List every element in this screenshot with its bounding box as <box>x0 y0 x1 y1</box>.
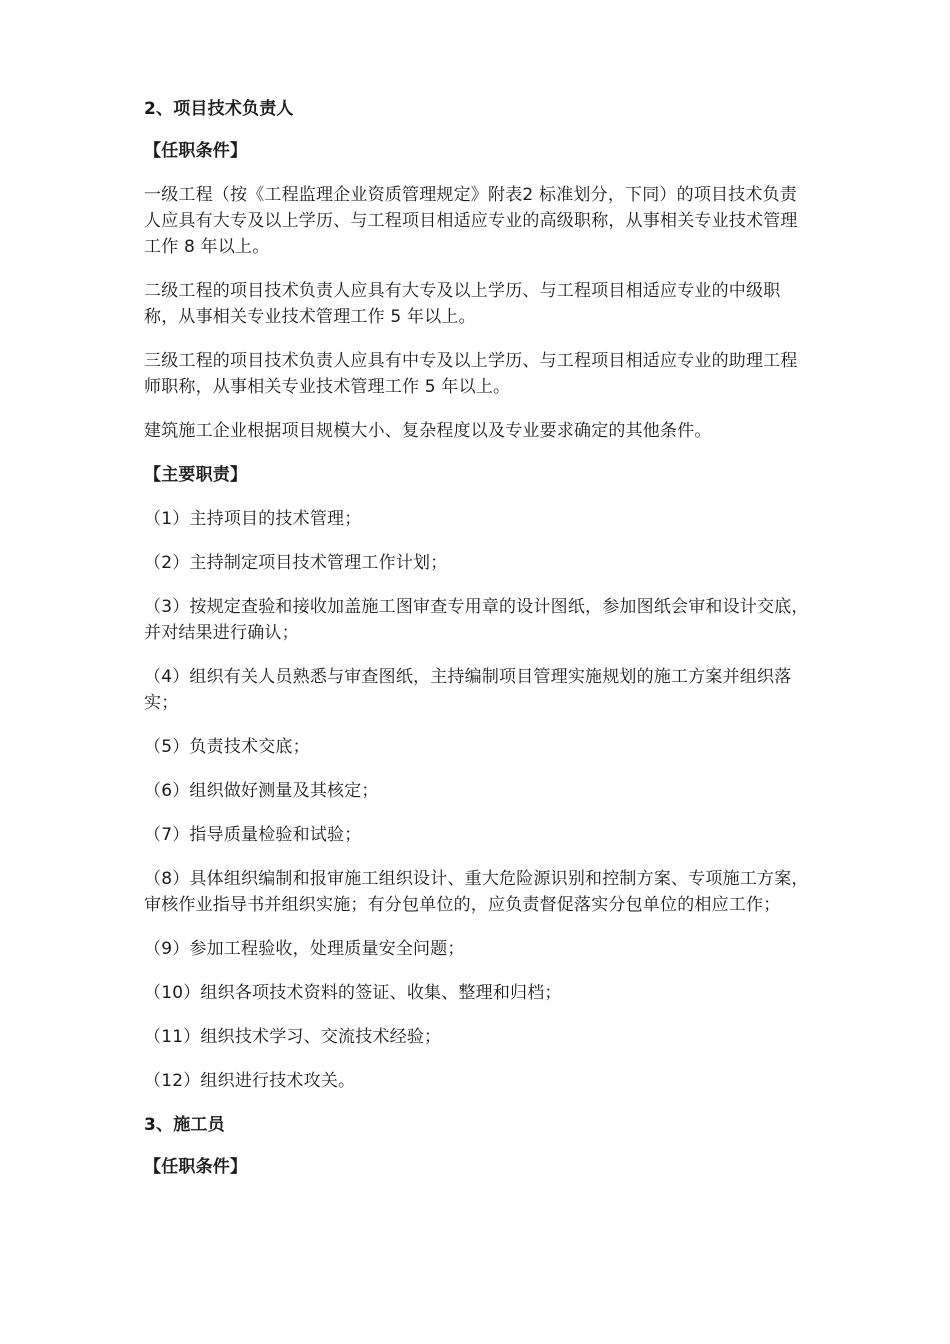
section-heading-construction-worker: 3、施工员 <box>144 1115 225 1135</box>
duty-item: （11）组织技术学习、交流技术经验； <box>144 1027 442 1047</box>
document-page <box>144 96 810 1198</box>
duty-item: （7）指导质量检验和试验； <box>144 825 362 845</box>
qualification-paragraph: 一级工程（按《工程监理企业资质管理规定》附表2 标准划分，下同）的项目技术负责人应具有大专及以上学历、与工程项目相适应专业的高级职称，从事相关专业技术管理工作 8 年以上。 <box>144 185 798 257</box>
section-heading-project-technical-lead: 2、项目技术负责人 <box>144 99 294 119</box>
duty-item: （4）组织有关人员熟悉与审查图纸，主持编制项目管理实施规划的施工方案并组织落实； <box>144 667 792 713</box>
duty-item: （10）组织各项技术资料的签证、收集、整理和归档； <box>144 983 562 1003</box>
duty-item: （8）具体组织编制和报审施工组织设计、重大危险源识别和控制方案、专项施工方案，审核作业指导书并组织实施；有分包单位的，应负责督促落实分包单位的相应工作； <box>144 869 809 915</box>
duty-item: （1）主持项目的技术管理； <box>144 509 362 529</box>
qualification-paragraph: 二级工程的项目技术负责人应具有大专及以上学历、与工程项目相适应专业的中级职称，从事相关专业技术管理工作 5 年以上。 <box>144 281 781 327</box>
duty-item: （5）负责技术交底； <box>144 737 310 757</box>
qualifications-heading: 【任职条件】 <box>144 1157 248 1177</box>
duty-item: （2）主持制定项目技术管理工作计划； <box>144 553 448 573</box>
duty-item: （9）参加工程验收，处理质量安全问题； <box>144 939 465 959</box>
qualification-paragraph: 建筑施工企业根据项目规模大小、复杂程度以及专业要求确定的其他条件。 <box>144 421 712 441</box>
qualification-paragraph: 三级工程的项目技术负责人应具有中专及以上学历、与工程项目相适应专业的助理工程师职称，从事相关专业技术管理工作 5 年以上。 <box>144 351 798 397</box>
duty-item: （6）组织做好测量及其核定； <box>144 781 379 801</box>
duties-heading: 【主要职责】 <box>144 465 248 485</box>
duty-item: （12）组织进行技术攻关。 <box>144 1071 356 1091</box>
duty-item: （3）按规定查验和接收加盖施工图审查专用章的设计图纸，参加图纸会审和设计交底，并对结果进行确认； <box>144 597 809 643</box>
qualifications-heading: 【任职条件】 <box>144 141 248 161</box>
